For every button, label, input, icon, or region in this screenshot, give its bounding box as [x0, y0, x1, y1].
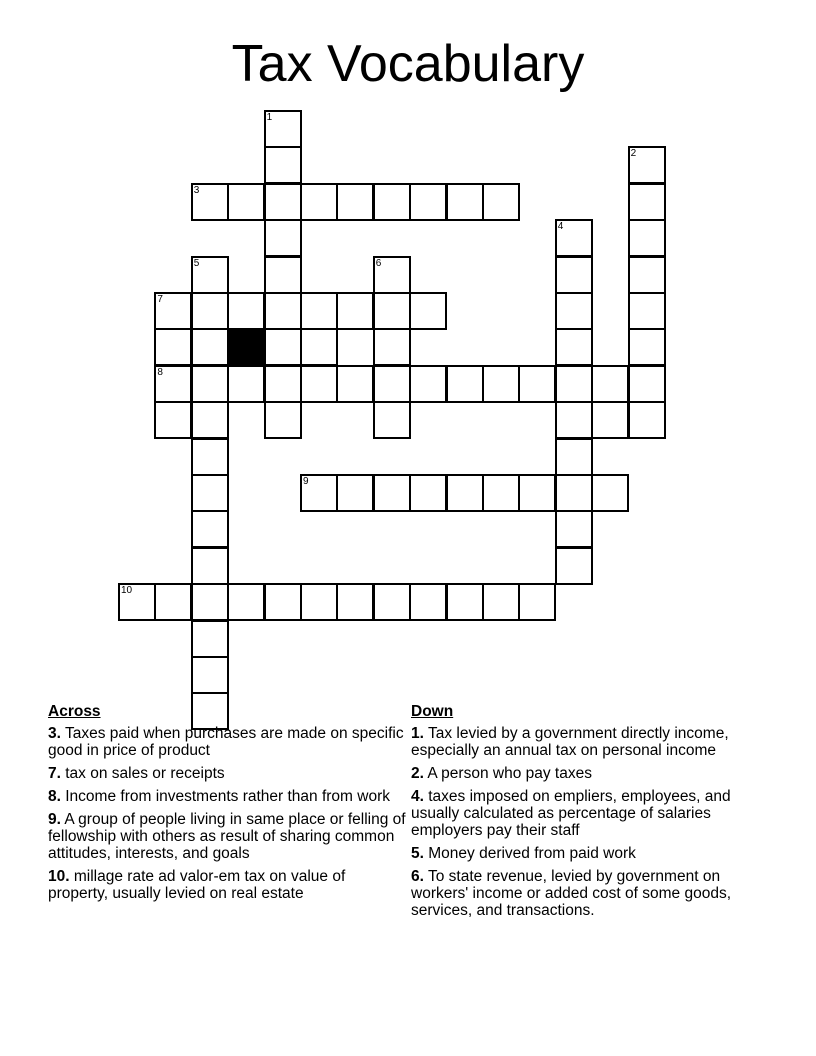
grid-cell[interactable]: [300, 328, 338, 366]
clue-text: Money derived from paid work: [428, 845, 636, 862]
grid-cell[interactable]: [409, 183, 447, 221]
clue-number-label: 3: [193, 184, 200, 196]
grid-cell[interactable]: [300, 183, 338, 221]
clue-number: 3.: [48, 725, 61, 742]
grid-cell[interactable]: [628, 219, 666, 257]
grid-cell[interactable]: [264, 183, 302, 221]
grid-cell[interactable]: [264, 292, 302, 330]
grid-cell[interactable]: [336, 365, 374, 403]
clue-number: 1.: [411, 725, 424, 742]
grid-cell[interactable]: [264, 401, 302, 439]
grid-cell[interactable]: [373, 328, 411, 366]
across-clues: [48, 703, 406, 908]
grid-cell[interactable]: [227, 292, 265, 330]
grid-cell[interactable]: [409, 292, 447, 330]
clue-text: millage rate ad valor-em tax on value of property, usually levied on real estate: [48, 868, 346, 902]
clue-number: 7.: [48, 765, 61, 782]
clue-number: 5.: [411, 845, 424, 862]
clue-number-label: 1: [266, 112, 273, 123]
grid-cell[interactable]: [191, 438, 229, 476]
down-clue: [411, 788, 776, 839]
grid-cell[interactable]: [191, 583, 229, 621]
grid-cell[interactable]: [555, 365, 593, 403]
grid-cell[interactable]: [154, 328, 192, 366]
grid-cell[interactable]: [482, 365, 520, 403]
grid-cell[interactable]: [555, 401, 593, 439]
grid-cell[interactable]: [336, 583, 374, 621]
grid-cell[interactable]: [446, 183, 484, 221]
clue-text: Tax levied by a government directly income, especially an annual tax on personal income: [411, 725, 729, 759]
down-clues: [411, 703, 776, 925]
grid-cell[interactable]: [555, 474, 593, 512]
down-clue: [411, 868, 776, 919]
grid-cell[interactable]: [191, 365, 229, 403]
grid-cell[interactable]: [409, 583, 447, 621]
grid-cell[interactable]: [264, 583, 302, 621]
grid-cell[interactable]: [591, 401, 629, 439]
clue-number: 8.: [48, 788, 61, 805]
grid-cell[interactable]: [154, 401, 192, 439]
grid-cell[interactable]: [628, 292, 666, 330]
grid-cell[interactable]: [373, 474, 411, 512]
grid-cell[interactable]: [300, 474, 338, 512]
black-square: [227, 328, 265, 366]
grid-cell[interactable]: [191, 183, 229, 221]
grid-cell[interactable]: [191, 256, 229, 294]
grid-cell[interactable]: [409, 474, 447, 512]
grid-cell[interactable]: [336, 292, 374, 330]
grid-cell[interactable]: [191, 547, 229, 585]
clue-text: taxes imposed on empliers, employees, and usually calculated as percentage of salaries employers pay their staff: [411, 788, 731, 839]
clue-text: tax on sales or receipts: [65, 765, 225, 782]
clue-number: 2.: [411, 765, 424, 782]
grid-cell[interactable]: [518, 365, 556, 403]
grid-cell[interactable]: [628, 146, 666, 184]
grid-cell[interactable]: [628, 401, 666, 439]
grid-cell[interactable]: [518, 583, 556, 621]
grid-cell[interactable]: [227, 583, 265, 621]
clue-number-label: 10: [121, 585, 133, 597]
down-heading: Down: [411, 703, 454, 720]
across-clue: [48, 765, 406, 782]
grid-cell[interactable]: [373, 401, 411, 439]
clue-text: A person who pay taxes: [427, 765, 592, 782]
grid-cell[interactable]: [264, 328, 302, 366]
grid-cell[interactable]: [373, 256, 411, 294]
clue-number-label: 6: [375, 257, 382, 269]
across-clue: [48, 788, 406, 805]
grid-cell[interactable]: [373, 365, 411, 403]
grid-cell[interactable]: [264, 365, 302, 403]
grid-cell[interactable]: [555, 256, 593, 294]
down-clue: [411, 725, 776, 759]
grid-cell[interactable]: [227, 365, 265, 403]
grid-cell[interactable]: [591, 474, 629, 512]
across-clue: [48, 868, 406, 902]
grid-cell[interactable]: [300, 365, 338, 403]
grid-cell[interactable]: [191, 474, 229, 512]
grid-cell[interactable]: [373, 183, 411, 221]
grid-cell[interactable]: [336, 474, 374, 512]
grid-cell[interactable]: [518, 474, 556, 512]
grid-cell[interactable]: [482, 474, 520, 512]
grid-cell[interactable]: [300, 583, 338, 621]
grid-cell[interactable]: [300, 292, 338, 330]
clue-number: 10.: [48, 868, 70, 885]
grid-cell[interactable]: [264, 146, 302, 184]
grid-cell[interactable]: [191, 328, 229, 366]
grid-cell[interactable]: [336, 183, 374, 221]
grid-cell[interactable]: [373, 292, 411, 330]
grid-cell[interactable]: [555, 292, 593, 330]
clue-number: 9.: [48, 811, 61, 828]
grid-cell[interactable]: [628, 365, 666, 403]
grid-cell[interactable]: [191, 292, 229, 330]
clue-number-label: 5: [193, 257, 200, 269]
page-title: Tax Vocabulary: [231, 35, 585, 93]
grid-cell[interactable]: [154, 292, 192, 330]
grid-cell[interactable]: [264, 219, 302, 257]
grid-cell[interactable]: [446, 583, 484, 621]
across-heading: Across: [48, 703, 101, 720]
grid-cell[interactable]: [628, 183, 666, 221]
grid-cell[interactable]: [191, 510, 229, 548]
grid-cell[interactable]: [154, 365, 192, 403]
grid-cell[interactable]: [555, 328, 593, 366]
grid-cell[interactable]: [154, 583, 192, 621]
grid-cell[interactable]: [118, 583, 156, 621]
clue-number: 6.: [411, 868, 424, 885]
grid-cell[interactable]: [591, 365, 629, 403]
clue-text: A group of people living in same place or felling of fellowship with others as result of sharing common attitudes, interests, and goals: [48, 811, 406, 862]
grid-cell[interactable]: [264, 256, 302, 294]
grid-cell[interactable]: [555, 438, 593, 476]
down-clue: [411, 845, 776, 862]
grid-cell[interactable]: [628, 256, 666, 294]
clue-number-label: 2: [630, 148, 637, 160]
grid-cell[interactable]: [482, 183, 520, 221]
clue-number-label: 7: [157, 294, 163, 305]
clue-number-label: 9: [303, 476, 309, 487]
grid-cell[interactable]: [191, 656, 229, 694]
grid-cell[interactable]: [446, 474, 484, 512]
grid-cell[interactable]: [227, 183, 265, 221]
clue-text: Taxes paid when purchases are made on specific good in price of product: [48, 725, 404, 759]
clue-text: Income from investments rather than from work: [65, 788, 391, 805]
grid-cell[interactable]: [555, 219, 593, 257]
grid-cell[interactable]: [555, 547, 593, 585]
grid-cell[interactable]: [264, 110, 302, 148]
clue-number-label: 4: [557, 221, 564, 233]
grid-cell[interactable]: [373, 583, 411, 621]
grid-cell[interactable]: [191, 401, 229, 439]
clue-number: 4.: [411, 788, 424, 805]
grid-cell[interactable]: [409, 365, 447, 403]
grid-cell[interactable]: [555, 510, 593, 548]
grid-cell[interactable]: [628, 328, 666, 366]
across-clue: [48, 725, 406, 759]
down-clue: [411, 765, 776, 782]
grid-cell[interactable]: [446, 365, 484, 403]
clue-number-label: 8: [157, 366, 163, 378]
clue-text: To state revenue, levied by government on workers' income or added cost of some goods, services, and transactions.: [411, 868, 732, 919]
across-clue: [48, 811, 406, 862]
grid-cell[interactable]: [482, 583, 520, 621]
grid-cell[interactable]: [191, 620, 229, 658]
